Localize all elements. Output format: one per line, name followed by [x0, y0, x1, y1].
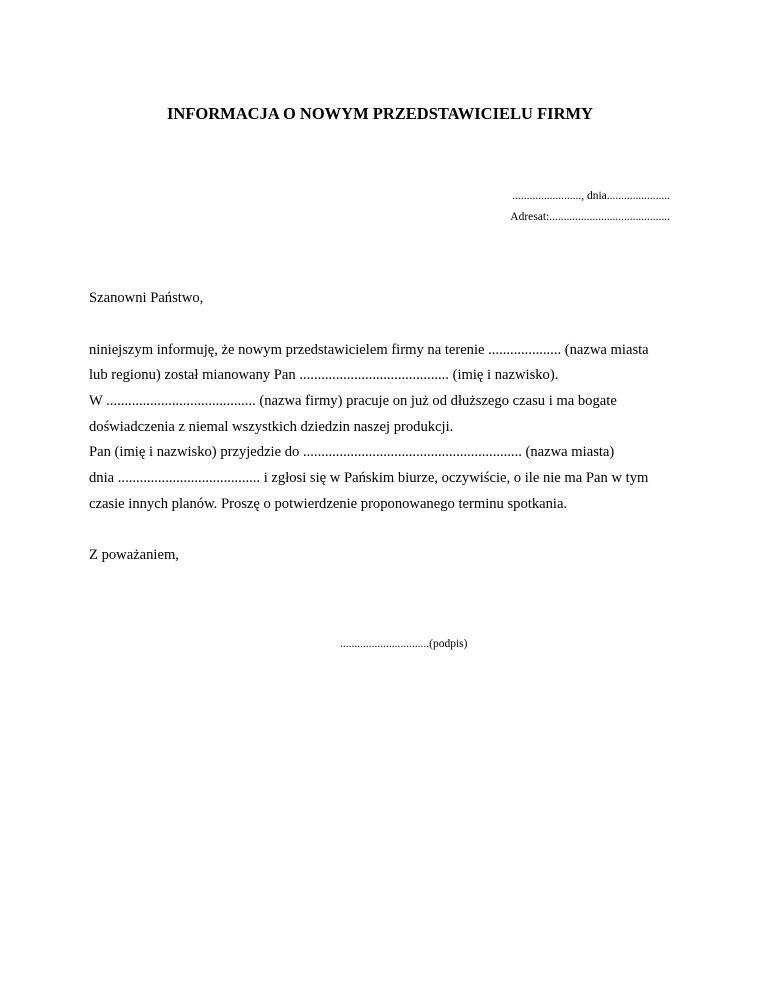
body-line: lub regionu) został mianowany Pan ......................................... (imię i nazwisko). [89, 367, 559, 383]
closing: Z poważaniem, [89, 547, 179, 563]
body-line: dnia ....................................... i zgłosi się w Pańskim biurze, oczywiście, o ile nie ma Pan w tym [89, 470, 649, 486]
document-title: INFORMACJA O NOWYM PRZEDSTAWICIELU FIRMY [167, 104, 593, 123]
body-line: niniejszym informuję, że nowym przedstawicielem firmy na terenie .................... (nazwa miasta [89, 342, 649, 358]
signature-line: ...............................(podpis) [340, 638, 468, 650]
greeting: Szanowni Państwo, [89, 290, 204, 306]
body-line: W ......................................... (nazwa firmy) pracuje on już od dłuższego czasu i ma bogate [89, 393, 617, 409]
place-date-line: ........................, dnia...................... [512, 190, 670, 202]
body-line: Pan (imię i nazwisko) przyjedzie do ............................................................ (nazwa miasta) [89, 444, 615, 460]
body-line: doświadczenia z niemal wszystkich dziedzin naszej produkcji. [89, 419, 454, 435]
addressee-line: Adresat:.......................................... [510, 211, 670, 223]
body-line: czasie innych planów. Proszę o potwierdzenie proponowanego terminu spotkania. [89, 496, 568, 512]
